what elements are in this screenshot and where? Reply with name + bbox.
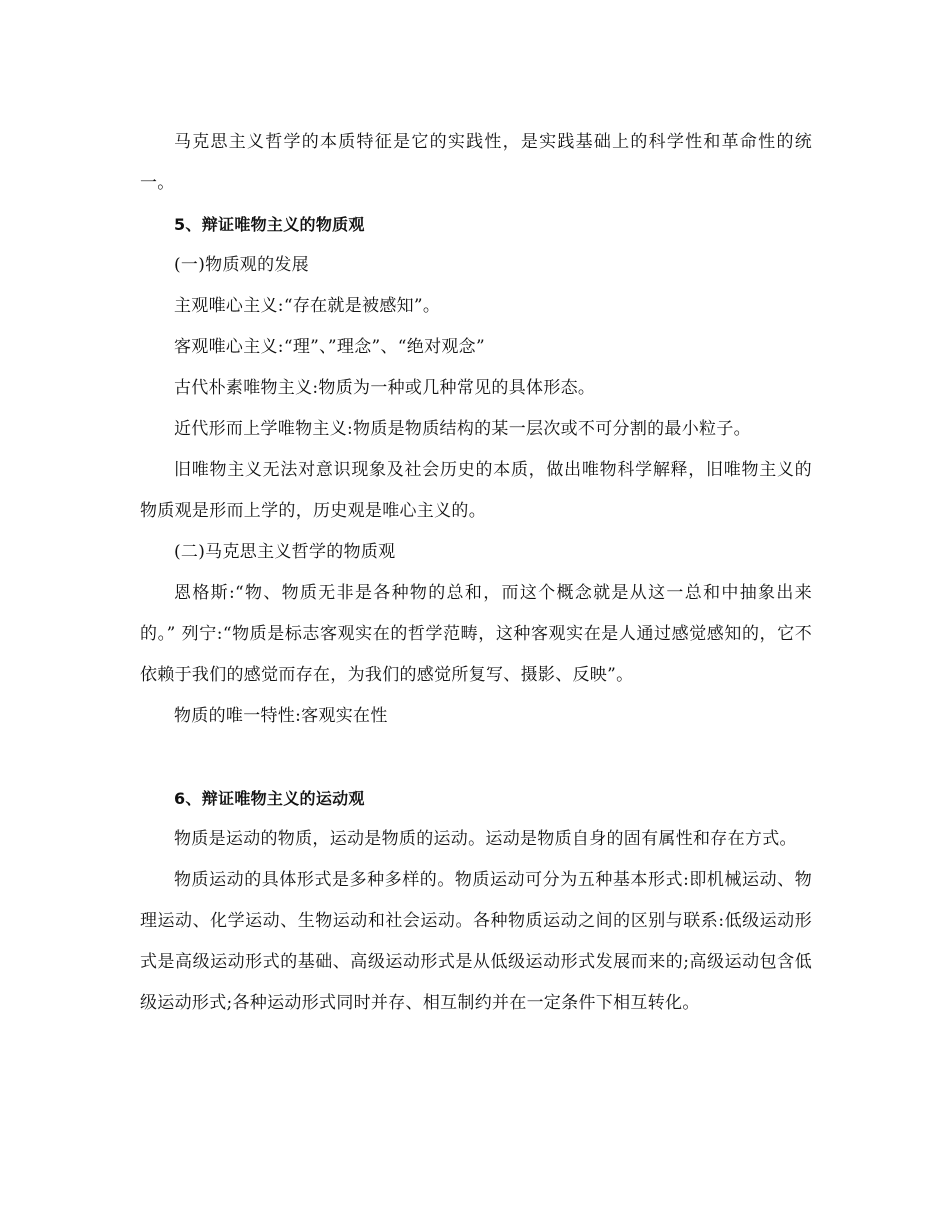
paragraph-engels-lenin: 恩格斯:“物、物质无非是各种物的总和，而这个概念就是从这一总和中抽象出来的。” 列宁:“物质是标志客观实在的哲学范畴，这种客观实在是人通过感觉感知的，它不依赖于我们的感觉而存在，为我们的感觉所复写、摄影、反映”。 bbox=[140, 583, 812, 685]
paragraph-modern-materialism: 近代形而上学唯物主义:物质是物质结构的某一层次或不可分割的最小粒子。 bbox=[174, 419, 751, 439]
section-heading-5: 5、辩证唯物主义的物质观 bbox=[174, 215, 365, 234]
paragraph-essence: 马克思主义哲学的本质特征是它的实践性，是实践基础上的科学性和革命性的统一。 bbox=[140, 132, 812, 193]
section-heading-6: 6、辩证唯物主义的运动观 bbox=[174, 789, 365, 808]
paragraph-motion: 物质是运动的物质，运动是物质的运动。运动是物质自身的固有属性和存在方式。 bbox=[174, 829, 797, 849]
paragraph-ancient-materialism: 古代朴素唯物主义:物质为一种或几种常见的具体形态。 bbox=[174, 378, 596, 398]
paragraph-subjective-idealism: 主观唯心主义:“存在就是被感知”。 bbox=[174, 296, 441, 316]
paragraph-objective-idealism: 客观唯心主义:“理”、”理念”、“绝对观念” bbox=[174, 337, 485, 357]
blank-line bbox=[140, 737, 812, 778]
paragraph-motion-forms: 物质运动的具体形式是多种多样的。物质运动可分为五种基本形式:即机械运动、物理运动、化学运动、生物运动和社会运动。各种物质运动之间的区别与联系:低级运动形式是高级运动形式的基础、高级运动形式是从低级运动形式发展而来的;高级运动包含低级运动形式;各种运动形式同时并存、相互制约并在一定条件下相互转化。 bbox=[140, 870, 812, 1013]
subheading-material-development: (一)物质观的发展 bbox=[174, 255, 309, 275]
paragraph-old-materialism: 旧唯物主义无法对意识现象及社会历史的本质，做出唯物科学解释，旧唯物主义的物质观是形而上学的，历史观是唯心主义的。 bbox=[140, 460, 812, 521]
paragraph-unique-property: 物质的唯一特性:客观实在性 bbox=[174, 706, 388, 726]
document-body bbox=[140, 122, 812, 1024]
subheading-marxist-material-view: (二)马克思主义哲学的物质观 bbox=[174, 542, 396, 562]
